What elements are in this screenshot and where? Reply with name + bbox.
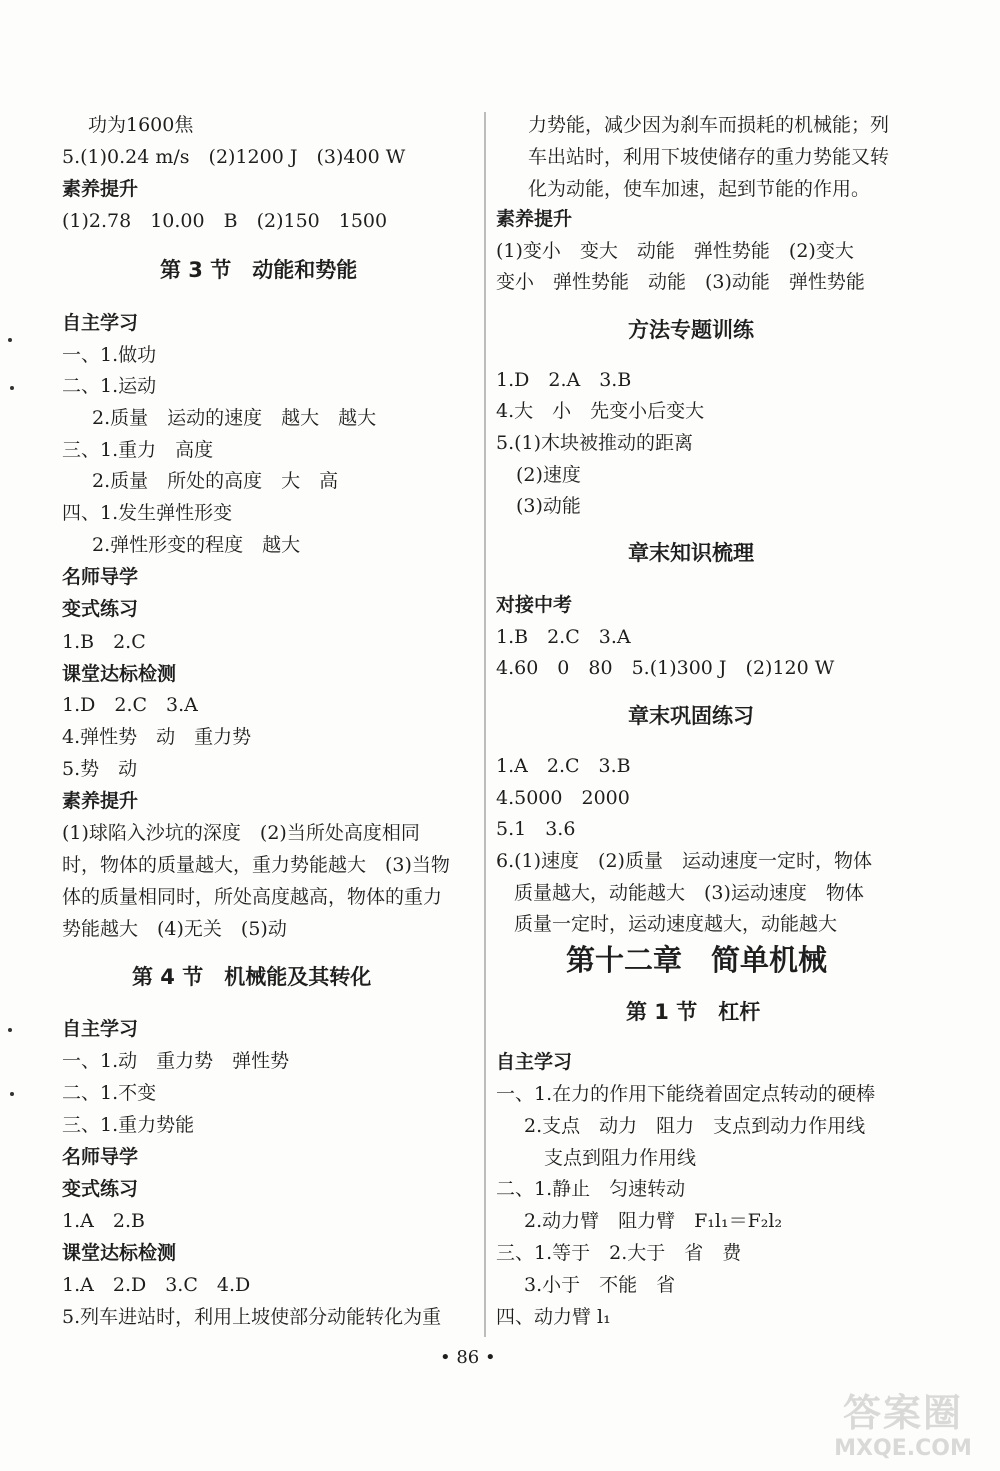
answer-line: (2)速度 [516,464,581,486]
answer-line: 变小 弹性势能 动能 (3)动能 弹性势能 [496,271,865,293]
subsection-heading: 对接中考 [496,594,573,616]
answer-line: 2.动力臂 阻力臂 F₁l₁＝F₂l₂ [524,1210,783,1232]
answer-line: 功为1600焦 [88,114,194,136]
answer-line: 2.弹性形变的程度 越大 [92,534,301,556]
answer-line: 5.(1)0.24 m/s (2)1200 J (3)400 W [62,146,406,168]
answer-line: 3.小于 不能 省 [524,1274,676,1296]
subsection-heading: 名师导学 [62,566,139,588]
answer-line: 2.支点 动力 阻力 支点到动力作用线 [524,1115,866,1137]
answer-line: 三、1.重力 高度 [62,439,214,461]
subsection-heading: 自主学习 [62,312,139,334]
scan-speck [8,338,12,342]
answer-line: 5.势 动 [62,758,138,780]
answer-line: 体的质量相同时，所处高度越高，物体的重力 [62,886,443,908]
subsection-heading: 名师导学 [62,1146,139,1168]
answer-line: 1.D 2.A 3.B [496,369,632,391]
subsection-heading: 自主学习 [496,1051,573,1073]
section-title: 章末巩固练习 [628,704,754,728]
answer-line: 二、1.运动 [62,375,157,397]
subsection-heading: 自主学习 [62,1018,139,1040]
subsection-heading: 变式练习 [62,1178,139,1200]
answer-line: 1.A 2.C 3.B [496,755,631,777]
chapter-title: 第十二章 简单机械 [566,943,828,977]
answer-line: 一、1.做功 [62,344,157,366]
answer-line: 四、动力臂 l₁ [496,1306,611,1328]
answer-line: 1.B 2.C 3.A [496,626,631,648]
subsection-heading: 素养提升 [62,790,139,812]
answer-line: (1)变小 变大 动能 弹性势能 (2)变大 [496,240,854,262]
section-title: 第 4 节 机械能及其转化 [132,965,372,989]
answer-line: 一、1.在力的作用下能绕着固定点转动的硬棒 [496,1083,876,1105]
watermark-bottom: MXQE.COM [834,1436,972,1461]
answer-line: 1.A 2.B [62,1210,145,1232]
answer-line: 5.1 3.6 [496,818,576,840]
answer-line: 1.A 2.D 3.C 4.D [62,1274,251,1296]
answer-line: 一、1.动 重力势 弹性势 [62,1050,290,1072]
answer-line: 三、1.重力势能 [62,1114,195,1136]
answer-line: 4.5000 2000 [496,787,630,809]
answer-line: 支点到阻力作用线 [544,1147,697,1169]
section-title: 章末知识梳理 [628,541,754,565]
answer-line: 化为动能，使车加速，起到节能的作用。 [528,178,871,200]
answer-line: 4.弹性势 动 重力势 [62,726,252,748]
answer-line: 2.质量 运动的速度 越大 越大 [92,407,377,429]
subsection-heading: 课堂达标检测 [62,1242,177,1264]
answer-line: 二、1.不变 [62,1082,157,1104]
answer-line: 质量一定时，运动速度越大，动能越大 [514,913,838,935]
watermark-logo [818,1390,988,1468]
subsection-heading: 素养提升 [496,208,573,230]
answer-line: 势能越大 (4)无关 (5)动 [62,918,287,940]
answer-line: (3)动能 [516,495,581,517]
answer-line: 时，物体的质量越大，重力势能越大 (3)当物 [62,854,450,876]
scan-speck [10,386,14,390]
answer-line: 车出站时，利用下坡使储存的重力势能又转 [528,146,890,168]
watermark-top: 答案圈 [842,1391,963,1435]
answer-line: (1)2.78 10.00 B (2)150 1500 [62,210,388,232]
answer-line: 1.D 2.C 3.A [62,694,198,716]
subsection-heading: 变式练习 [62,598,139,620]
page-number: • 86 • [440,1347,496,1368]
subsection-heading: 素养提升 [62,178,139,200]
section-title: 第 1 节 杠杆 [626,1000,761,1024]
section-title: 方法专题训练 [628,318,754,342]
answer-line: 1.B 2.C [62,631,146,653]
column-divider [484,112,486,1337]
answer-line: 力势能，减少因为刹车而损耗的机械能；列 [528,114,890,136]
section-title: 第 3 节 动能和势能 [160,258,358,282]
answer-line: 四、1.发生弹性形变 [62,502,233,524]
answer-line: 三、1.等于 2.大于 省 费 [496,1242,742,1264]
answer-line: 5.列车进站时，利用上坡使部分动能转化为重 [62,1306,442,1328]
answer-line: 2.质量 所处的高度 大 高 [92,470,339,492]
scan-speck [10,1092,14,1096]
answer-line: 6.(1)速度 (2)质量 运动速度一定时，物体 [496,850,872,872]
answer-line: (1)球陷入沙坑的深度 (2)当所处高度相同 [62,822,420,844]
answer-line: 质量越大，动能越大 (3)运动速度 物体 [514,882,864,904]
answer-line: 二、1.静止 匀速转动 [496,1178,686,1200]
scan-speck [8,1028,12,1032]
answer-line: 4.大 小 先变小后变大 [496,400,705,422]
answer-line: 5.(1)木块被推动的距离 [496,432,694,454]
answer-line: 4.60 0 80 5.(1)300 J (2)120 W [496,657,835,679]
subsection-heading: 课堂达标检测 [62,663,177,685]
